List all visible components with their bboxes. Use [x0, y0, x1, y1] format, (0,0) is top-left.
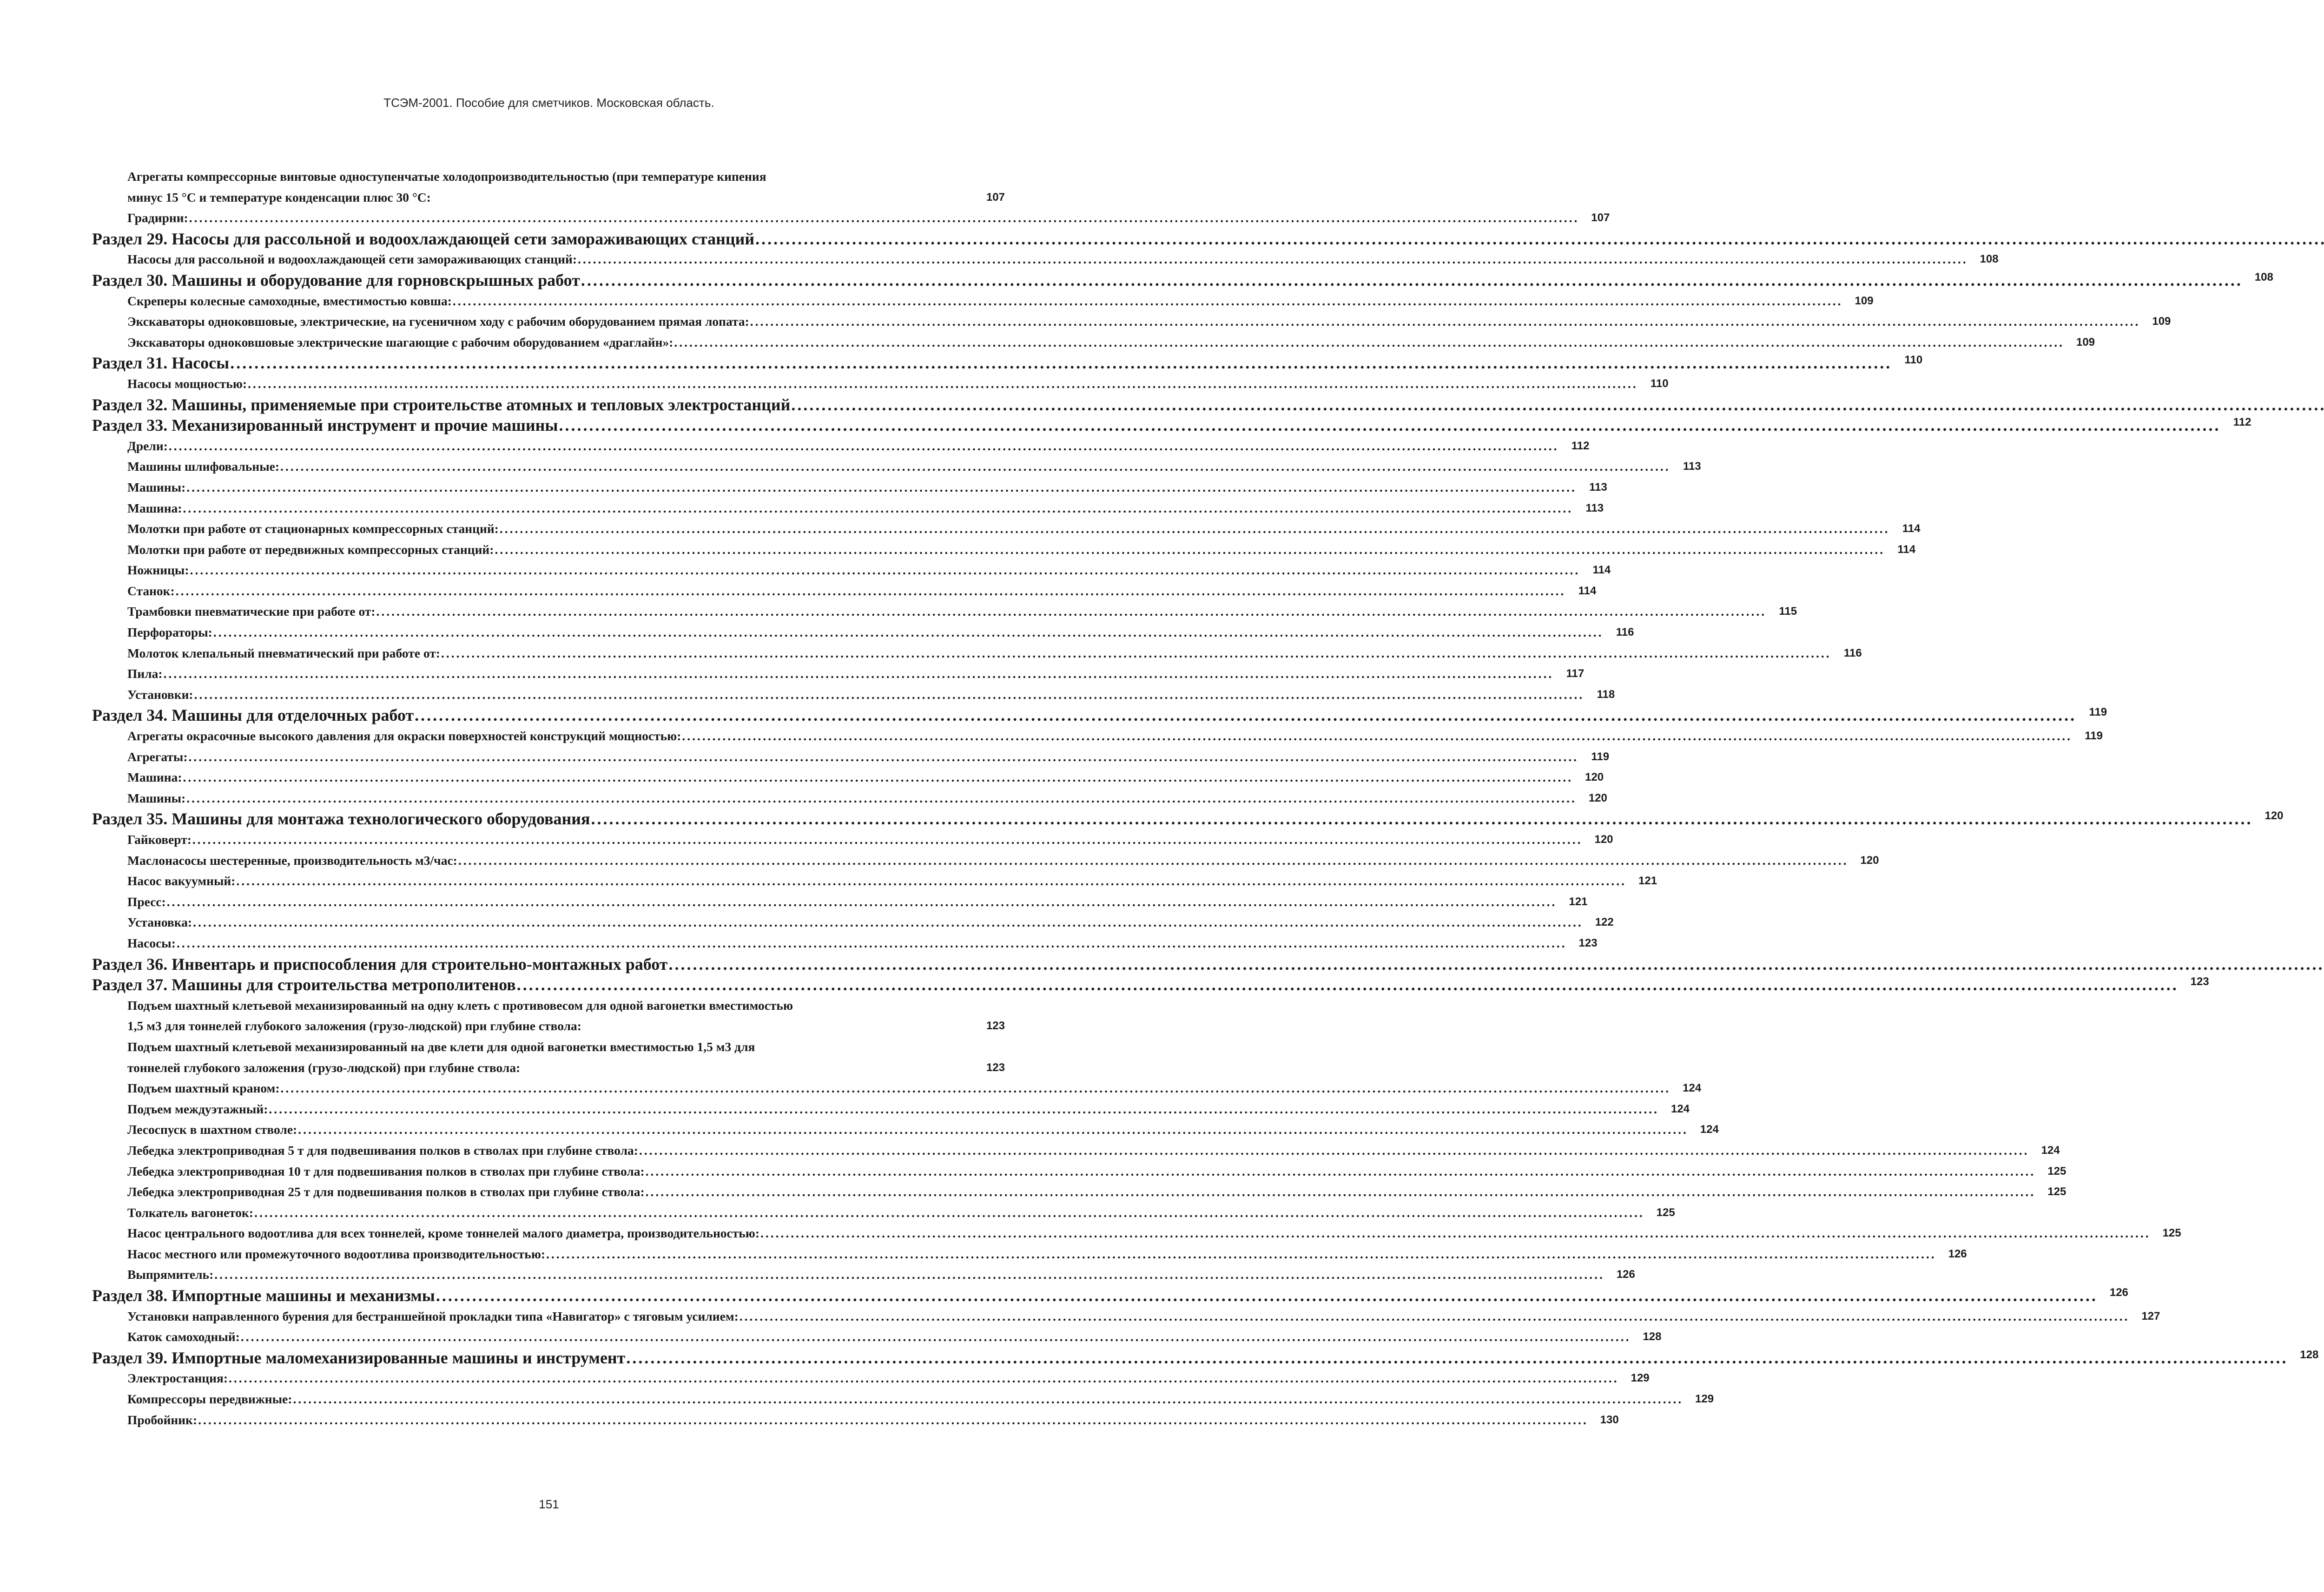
toc-page-number: 115 — [1779, 605, 1797, 618]
dot-leader — [190, 560, 1580, 581]
toc-entry-title: Агрегаты окрасочные высокого давления для окраски поверхностей конструкций мощностью: — [127, 729, 681, 743]
toc-entry-title: Подъем шахтный краном: — [127, 1081, 280, 1096]
dot-leader — [214, 1264, 1604, 1285]
toc-entry-title: Толкатель вагонеток: — [127, 1205, 254, 1220]
toc-page-number: 122 — [1595, 916, 1614, 929]
toc-entry-title: Скреперы колесные самоходные, вместимостью ковша: — [127, 293, 452, 308]
toc-entry-title: Лесоспуск в шахтном стволе: — [127, 1122, 297, 1137]
toc-subentry[interactable] — [127, 166, 1005, 208]
toc-entry-title: Лебедка электроприводная 25 т для подвешивания полков в стволах при глубине ствола: — [127, 1184, 645, 1199]
toc-section-entry[interactable] — [92, 1348, 2319, 1368]
dot-leader — [167, 892, 1557, 913]
toc-subentry[interactable] — [127, 374, 1669, 395]
toc-subentry[interactable] — [127, 871, 1657, 892]
toc-page-number: 128 — [2300, 1348, 2319, 1361]
dot-leader — [500, 519, 1890, 539]
toc-page-number: 119 — [1591, 750, 1610, 763]
toc-page-number: 109 — [2076, 336, 2095, 349]
toc-page-number: 129 — [1695, 1393, 1714, 1406]
toc-subentry[interactable] — [127, 1161, 2067, 1182]
toc-page-number: 116 — [1616, 626, 1634, 639]
dot-leader — [517, 974, 2179, 995]
dot-leader — [415, 705, 2076, 726]
toc-subentry[interactable] — [127, 684, 1615, 705]
toc-section-entry[interactable] — [92, 705, 2107, 726]
toc-page-number: 120 — [1860, 854, 1879, 867]
toc-page-number: 119 — [2089, 706, 2107, 719]
toc-page-number: 113 — [1585, 501, 1604, 514]
toc-entry-title: Установки направленного бурения для бестраншейной прокладки типа «Навигатор» с тяговым усилием: — [127, 1309, 739, 1323]
toc-entry-title: Трамбовки пневматические при работе от: — [127, 604, 376, 619]
dot-leader — [186, 788, 1577, 809]
dot-leader — [176, 581, 1566, 602]
dot-leader — [248, 374, 1638, 395]
dot-leader — [674, 332, 2064, 353]
toc-page-number: 121 — [1569, 895, 1588, 908]
dot-leader — [193, 912, 1583, 933]
toc-entry-title: Раздел 36. Инвентарь и приспособления для строительно-монтажных работ — [92, 954, 668, 974]
toc-subentry[interactable] — [127, 560, 1611, 581]
dot-leader — [164, 664, 1554, 684]
toc-subentry[interactable] — [127, 1244, 1967, 1265]
dot-leader — [559, 415, 2221, 436]
dot-leader — [646, 1182, 2036, 1203]
table-of-contents — [92, 166, 2319, 1430]
toc-entry-title: Молоток клепальный пневматический при работе от: — [127, 645, 440, 660]
dot-leader — [183, 498, 1573, 519]
toc-page-number: 126 — [1616, 1268, 1635, 1281]
toc-subentry[interactable] — [127, 601, 1797, 622]
toc-entry-title: Градирни: — [127, 211, 188, 225]
toc-entry-title: Машины шлифовальные: — [127, 459, 280, 474]
toc-subentry[interactable] — [127, 539, 1916, 560]
toc-section-entry[interactable] — [92, 395, 1002, 415]
toc-entry-title: Экскаваторы одноковшовые электрические шагающие с рабочим оборудованием «драглайн»: — [127, 335, 673, 349]
toc-page-number: 123 — [986, 1061, 1005, 1074]
toc-entry-title: Каток самоходный: — [127, 1329, 240, 1344]
toc-page-number: 120 — [2265, 809, 2284, 822]
toc-subentry[interactable] — [127, 643, 1862, 664]
toc-page-number: 123 — [1578, 936, 1598, 949]
toc-section-entry[interactable] — [92, 229, 1002, 250]
toc-entry-title: Машина: — [127, 770, 182, 785]
toc-page-number: 114 — [1902, 522, 1921, 535]
dot-leader — [791, 395, 2324, 415]
dot-leader — [581, 270, 2243, 291]
toc-subentry[interactable] — [127, 1389, 1714, 1410]
toc-entry-title-line1: Агрегаты компрессорные винтовые одноступенчатые холодопроизводительностью (при температуре кипения — [127, 169, 766, 184]
dot-leader — [458, 850, 1849, 871]
toc-subentry[interactable] — [127, 498, 1604, 519]
toc-entry-title: Раздел 31. Насосы — [92, 354, 230, 373]
toc-subentry[interactable] — [127, 1203, 1675, 1224]
toc-entry-title: Раздел 39. Импортные маломеханизированные машины и инструмент — [92, 1348, 626, 1367]
toc-entry-title: Пресс: — [127, 894, 166, 909]
toc-page-number: 108 — [1980, 253, 1999, 266]
toc-page-number: 126 — [1948, 1247, 1967, 1260]
dot-leader — [229, 1368, 1619, 1389]
toc-page-number: 109 — [1855, 294, 1874, 307]
toc-page-number: 114 — [1592, 564, 1611, 577]
toc-page-number: 120 — [1585, 771, 1604, 784]
toc-entry-title: Установка: — [127, 915, 192, 930]
dot-leader — [760, 1223, 2151, 1244]
toc-subentry[interactable] — [127, 1306, 2160, 1327]
toc-entry-title: 1,5 м3 для тоннелей глубокого заложения (грузо-людской) при глубине ствола: — [127, 1019, 581, 1033]
toc-page-number: 120 — [1594, 833, 1613, 846]
toc-entry-title: Раздел 30. Машины и оборудование для горновскрышных работ — [92, 270, 580, 289]
dot-leader — [281, 1078, 1671, 1099]
toc-subentry[interactable] — [127, 933, 1598, 954]
toc-section-entry[interactable] — [92, 353, 1923, 374]
toc-subentry[interactable] — [127, 1410, 1619, 1431]
toc-entry-title: Насос центрального водоотлива для всех тоннелей, кроме тоннелей малого диаметра, производительностью: — [127, 1226, 759, 1241]
dot-leader — [639, 1140, 2029, 1161]
toc-page-number: 125 — [2162, 1227, 2181, 1240]
toc-page-number: 130 — [1600, 1413, 1619, 1426]
dot-leader — [682, 726, 2072, 747]
toc-subentry[interactable] — [127, 788, 1607, 809]
toc-page-number: 113 — [1683, 460, 1701, 473]
dot-leader — [755, 229, 2324, 250]
toc-entry-title: Гайковерт: — [127, 832, 191, 847]
dot-leader — [241, 1327, 1631, 1348]
toc-subentry[interactable] — [127, 1182, 2067, 1203]
toc-entry-title: минус 15 °С и температуре конденсации плюс 30 °С: — [127, 190, 431, 204]
toc-entry-title: Насосы: — [127, 935, 176, 950]
toc-subentry[interactable] — [127, 1037, 1005, 1078]
dot-leader — [230, 353, 1892, 374]
toc-entry-title: Агрегаты: — [127, 749, 188, 764]
toc-entry-title-line1: Подъем шахтный клетьевой механизированный на одну клеть с противовесом для одной вагонетки вместимостью — [127, 998, 793, 1013]
toc-entry-title: Станок: — [127, 583, 175, 598]
dot-leader — [750, 311, 2140, 332]
dot-leader — [189, 208, 1579, 229]
dot-leader — [183, 767, 1573, 788]
toc-subentry[interactable] — [127, 747, 1610, 768]
toc-entry-title: Пила: — [127, 666, 163, 681]
toc-page-number: 112 — [2233, 416, 2251, 429]
toc-entry-title: Молотки при работе от передвижных компрессорных станций: — [127, 542, 494, 557]
toc-entry-title: Пробойник: — [127, 1412, 198, 1427]
toc-subentry[interactable] — [127, 1368, 1650, 1389]
dot-leader — [280, 456, 1670, 477]
toc-subentry[interactable] — [127, 311, 2171, 332]
toc-entry-title: Насос вакуумный: — [127, 874, 236, 888]
toc-entry-title-line1: Подъем шахтный клетьевой механизированный на две клети для одной вагонетки вместимостью 1,5 м3 для — [127, 1039, 755, 1054]
toc-entry-title: Дрели: — [127, 438, 168, 453]
dot-leader — [269, 1099, 1659, 1120]
toc-page-number: 112 — [1571, 439, 1590, 452]
toc-subentry[interactable] — [127, 912, 1614, 933]
toc-page-number: 116 — [1843, 646, 1862, 659]
toc-page-number: 123 — [986, 1020, 1005, 1033]
toc-page-number: 125 — [2047, 1185, 2067, 1198]
toc-subentry[interactable] — [127, 892, 1588, 913]
dot-leader — [194, 684, 1585, 705]
toc-subentry[interactable] — [127, 1327, 1662, 1348]
toc-subentry[interactable] — [127, 436, 1590, 457]
toc-page-number: 110 — [1650, 377, 1669, 390]
dot-leader — [646, 1161, 2036, 1182]
toc-page-number: 126 — [2109, 1286, 2128, 1299]
dot-leader — [189, 747, 1579, 768]
toc-subentry[interactable] — [127, 829, 1613, 850]
toc-page-number: 117 — [1566, 667, 1585, 680]
dot-leader — [578, 249, 1968, 270]
dot-leader — [436, 1285, 2098, 1306]
dot-leader — [453, 291, 1843, 312]
toc-section-entry[interactable] — [92, 809, 2284, 829]
dot-leader — [293, 1389, 1683, 1410]
toc-entry-title: Раздел 33. Механизированный инструмент и прочие машины — [92, 416, 558, 435]
toc-page-number: 120 — [1588, 791, 1607, 804]
toc-page-number: 107 — [1591, 211, 1610, 224]
toc-page-number: 125 — [2047, 1164, 2067, 1178]
dot-leader — [376, 601, 1767, 622]
running-header: ТСЭМ-2001. Пособие для сметчиков. Московская область. — [383, 96, 714, 110]
toc-page-number: 119 — [2085, 730, 2103, 743]
toc-subentry[interactable] — [127, 1223, 2181, 1244]
toc-entry-title: Перфораторы: — [127, 625, 212, 640]
toc-page-number: 124 — [1670, 1102, 1690, 1115]
dot-leader — [213, 622, 1604, 643]
toc-entry-title: Насосы для рассольной и водоохлаждающей сети замораживающих станций: — [127, 252, 577, 267]
dot-leader — [298, 1119, 1688, 1140]
dot-leader — [739, 1306, 2130, 1327]
toc-page-number: 128 — [1643, 1330, 1662, 1343]
toc-entry-title: Установки: — [127, 687, 193, 702]
dot-leader — [236, 871, 1626, 892]
toc-entry-title: Раздел 38. Импортные машины и механизмы — [92, 1286, 435, 1305]
toc-entry-title: Электростанция: — [127, 1371, 228, 1386]
toc-section-entry[interactable] — [92, 954, 1002, 975]
toc-page-number: 110 — [1904, 354, 1923, 367]
toc-entry-title: Раздел 32. Машины, применяемые при строительстве атомных и тепловых электростанций — [92, 395, 791, 414]
toc-page-number: 121 — [1638, 875, 1657, 888]
toc-subentry[interactable] — [127, 995, 1005, 1037]
toc-page-number: 114 — [1897, 543, 1916, 556]
toc-subentry[interactable] — [127, 581, 1597, 602]
dot-leader — [495, 539, 1885, 560]
toc-entry-title: Раздел 35. Машины для монтажа технологического оборудования — [92, 809, 590, 829]
toc-page-number: 125 — [1656, 1206, 1675, 1219]
toc-subentry[interactable] — [127, 1119, 1719, 1140]
toc-subentry[interactable] — [127, 622, 1634, 643]
dot-leader — [441, 643, 1831, 664]
toc-subentry[interactable] — [127, 291, 1874, 312]
toc-page-number: 109 — [2152, 315, 2171, 328]
toc-subentry[interactable] — [127, 456, 1701, 477]
dot-leader — [254, 1203, 1644, 1224]
toc-entry-title: Маслонасосы шестеренные, производительность м3/час: — [127, 853, 457, 868]
toc-entry-title: Насос местного или промежуточного водоотлива производительностью: — [127, 1246, 546, 1261]
toc-entry-title: Машина: — [127, 500, 182, 515]
toc-entry-title: Подъем междуэтажный: — [127, 1101, 268, 1116]
dot-leader — [591, 809, 2253, 829]
toc-page-number: 127 — [2141, 1309, 2160, 1322]
toc-page-number: 118 — [1597, 688, 1615, 701]
toc-section-entry[interactable] — [92, 974, 2209, 995]
toc-page-number: 123 — [2190, 975, 2209, 988]
toc-entry-title: Раздел 29. Насосы для рассольной и водоохлаждающей сети замораживающих станций — [92, 229, 755, 248]
toc-entry-title: Компрессоры передвижные: — [127, 1392, 292, 1407]
toc-page-number: 124 — [2041, 1144, 2060, 1157]
toc-entry-title: Машины: — [127, 790, 186, 805]
toc-entry-title: Экскаваторы одноковшовые, электрические, на гусеничном ходу с рабочим оборудованием прямая лопата: — [127, 314, 749, 329]
toc-subentry[interactable] — [127, 1078, 1702, 1099]
toc-page-number: 107 — [986, 191, 1005, 204]
dot-leader — [668, 954, 2324, 975]
toc-entry-title: Раздел 34. Машины для отделочных работ — [92, 706, 414, 725]
toc-subentry[interactable] — [127, 1140, 2060, 1161]
toc-subentry[interactable] — [127, 208, 1610, 229]
toc-page-number: 113 — [1589, 480, 1607, 493]
dot-leader — [192, 829, 1583, 850]
toc-section-entry[interactable] — [92, 415, 2251, 436]
dot-leader — [186, 477, 1577, 498]
toc-page-number: 114 — [1578, 584, 1597, 597]
toc-entry-title: Насосы мощностью: — [127, 376, 247, 391]
toc-subentry[interactable] — [127, 249, 1999, 270]
toc-subentry[interactable] — [127, 767, 1604, 788]
toc-subentry[interactable] — [127, 664, 1585, 684]
toc-entry-title: Ножницы: — [127, 563, 189, 578]
toc-subentry[interactable] — [127, 477, 1607, 498]
toc-subentry[interactable] — [127, 726, 2103, 747]
toc-entry-title: Молотки при работе от стационарных компрессорных станций: — [127, 521, 499, 536]
toc-subentry[interactable] — [127, 332, 2095, 353]
toc-page-number: 108 — [2254, 270, 2273, 283]
toc-section-entry[interactable] — [92, 1285, 2128, 1306]
page-number: 151 — [539, 1497, 559, 1511]
dot-leader — [177, 933, 1567, 954]
toc-entry-title: тоннелей глубокого заложения (грузо-людской) при глубине ствола: — [127, 1060, 521, 1075]
dot-leader — [546, 1244, 1936, 1265]
toc-entry-title: Раздел 37. Машины для строительства метрополитенов — [92, 975, 516, 994]
toc-entry-title: Выпрямитель: — [127, 1267, 214, 1282]
toc-entry-title: Лебедка электроприводная 5 т для подвешивания полков в стволах при глубине ствола: — [127, 1143, 638, 1158]
toc-subentry[interactable] — [127, 850, 1879, 871]
toc-subentry[interactable] — [127, 1099, 1690, 1120]
toc-section-entry[interactable] — [92, 270, 2273, 291]
toc-page-number: 124 — [1683, 1082, 1702, 1095]
dot-leader — [198, 1410, 1588, 1431]
toc-subentry[interactable] — [127, 1264, 1635, 1285]
toc-subentry[interactable] — [127, 519, 1921, 539]
toc-page-number: 129 — [1631, 1372, 1650, 1385]
dot-leader — [626, 1348, 2288, 1368]
dot-leader — [169, 436, 1559, 457]
toc-entry-title: Лебедка электроприводная 10 т для подвешивания полков в стволах при глубине ствола: — [127, 1164, 645, 1178]
toc-page-number: 124 — [1700, 1123, 1719, 1136]
toc-entry-title: Машины: — [127, 480, 186, 494]
